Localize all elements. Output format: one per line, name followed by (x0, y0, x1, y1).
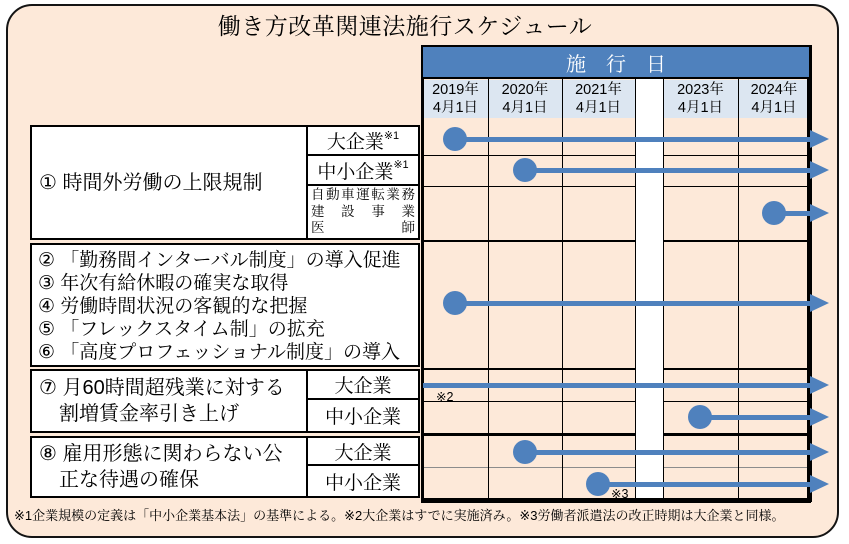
schedule-arrow-head (810, 443, 829, 461)
schedule-arrow-start-circle (513, 158, 537, 182)
provision-flextime: ⑤ 「フレックスタイム制」の拡充 (38, 319, 325, 340)
enforcement-date-header-label: 施 行 日 (566, 53, 666, 76)
column-year-label: 2020年 (501, 81, 549, 98)
schedule-arrow-head (810, 294, 829, 312)
schedule-arrow-shaft (423, 383, 812, 388)
note-2-marker: ※2 (436, 390, 454, 404)
column-year-label: 2021年 (575, 81, 622, 98)
grid-line-horizontal (421, 155, 811, 156)
schedule-arrow-head (810, 408, 829, 426)
gap-column-band (636, 79, 663, 498)
timeline-border-left (421, 45, 424, 502)
group-premium-wage (30, 369, 420, 433)
grid-line-vertical (738, 79, 739, 498)
provision-time-tracking: ④ 労働時間状況の客観的な把握 (38, 296, 308, 317)
grid-line-vertical (488, 79, 489, 498)
timeline-column-header (738, 80, 810, 118)
column-year-label: 2024年 (750, 81, 798, 98)
page-title: 働き方改革関連法施行スケジュール (217, 13, 593, 39)
schedule-arrow-head (810, 204, 829, 222)
grid-line-horizontal (421, 467, 811, 468)
group-other-provisions-list (32, 245, 418, 365)
subrow-drivers-construction-doctors: 自動車運転業務 建設事業 医師 (311, 187, 415, 236)
subrow-small-company: 中小企業 (324, 407, 401, 428)
grid-line-horizontal (421, 240, 811, 242)
group-overtime-cap-label: ① 時間外労働の上限規制 (39, 171, 263, 194)
provision-professional-system: ⑥ 「高度プロフェッショナル制度」の導入 (38, 342, 401, 363)
schedule-arrow-start-circle (688, 405, 712, 429)
schedule-arrow-shaft (455, 137, 812, 142)
group-overtime-cap (30, 125, 420, 240)
footnote-ref-1: ※1 (393, 159, 409, 171)
group-premium-wage-label: ⑦ 月60時間超残業に対する 割増賃金率引き上げ (39, 377, 285, 425)
timeline-border-right (807, 45, 812, 502)
group-premium-wage-subcol (306, 371, 418, 431)
provision-paid-leave: ③ 年次有給休暇の確実な取得 (38, 273, 289, 294)
timeline-column-header (488, 80, 562, 118)
column-date-label: 4月1日 (432, 99, 479, 116)
schedule-arrow-start-circle (443, 127, 467, 151)
column-date-label: 4月1日 (751, 99, 797, 116)
column-date-label: 4月1日 (502, 99, 548, 116)
schedule-arrow-shaft (455, 301, 812, 306)
footnotes: ※1企業規模の定義は「中小企業基本法」の基準による。※2大企業はすでに実施済み。※3労働者派遣法の改正時期は大企業と同様。 (14, 508, 785, 523)
grid-line-horizontal (421, 368, 811, 370)
subrow-large-company: 大企業 $^{※1}$ (308, 127, 418, 156)
grid-line-horizontal (421, 186, 811, 187)
timeline-column-header (562, 80, 635, 118)
grid-line-vertical (562, 79, 563, 498)
subrow-small-company: 中小企業 $^{※1}$ (308, 156, 418, 186)
grid-line-horizontal (421, 433, 811, 436)
schedule-arrow-head (810, 376, 829, 394)
column-date-label: 4月1日 (575, 99, 622, 116)
timeline-column-header (423, 80, 488, 118)
note-3-marker: ※3 (611, 487, 629, 501)
schedule-arrow-start-circle (762, 201, 786, 225)
schedule-arrow-shaft (525, 168, 812, 173)
subrow-small-company: 中小企業 (324, 472, 401, 494)
column-date-label: 4月1日 (677, 99, 724, 116)
schedule-arrow-shaft (700, 415, 812, 420)
group-equal-treatment (30, 436, 420, 498)
group-equal-treatment-subcol (306, 438, 418, 496)
column-year-label: 2023年 (677, 81, 724, 98)
group-overtime-cap-subcol (306, 127, 418, 238)
schedule-arrow-start-circle (443, 291, 467, 315)
subrow-large-company: 大企業 (308, 371, 418, 400)
grid-line-vertical (635, 79, 636, 498)
schedule-arrow-shaft (598, 482, 812, 487)
grid-line-vertical (663, 79, 664, 498)
schedule-arrow-head (810, 161, 829, 179)
footnote-ref-1: ※1 (383, 129, 400, 142)
schedule-arrow-start-circle (586, 472, 610, 496)
group-other-provisions (30, 243, 420, 367)
group-equal-treatment-label: ⑧ 雇用形態に関わらない公 正な待遇の確保 (39, 443, 283, 491)
timeline-column-header (663, 80, 738, 118)
schedule-arrow-head (810, 475, 829, 493)
enforcement-date-header (421, 45, 811, 79)
grid-line-horizontal (421, 401, 811, 402)
schedule-arrow-start-circle (513, 440, 537, 464)
subrow-large-company: 大企業 (308, 438, 418, 466)
schedule-arrow-head (810, 130, 829, 148)
provision-interval-system: ② 「勤務間インターバル制度」の導入促進 (38, 250, 401, 271)
column-year-label: 2019年 (432, 81, 479, 98)
schedule-arrow-shaft (525, 450, 812, 455)
